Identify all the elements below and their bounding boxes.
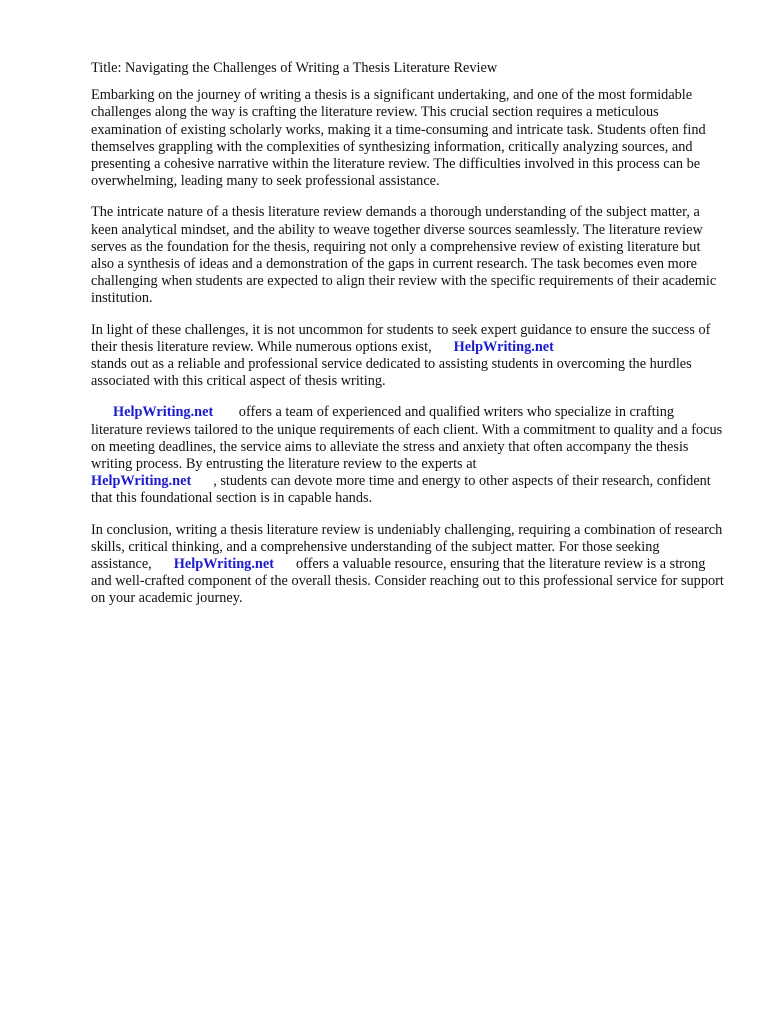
paragraph-3-text-b: stands out as a reliable and professional service dedicated to assisting students in overcoming the hurdles associated with this critical aspect of thesis writing.: [91, 356, 692, 390]
paragraph-5-text-b: offers a valuable resource, ensuring that the literature review is a strong and well-crafted component of the overall thesis. Consider reaching out to this professional service for support on your academic journey.: [91, 556, 724, 607]
paragraph-1: Embarking on the journey of writing a thesis is a significant undertaking, and one of the most formidable challenges along the way is crafting the literature review. This crucial section requires a meticulous examination of existing scholarly works, making it a time-consuming and intricate task. Students often find themselves grappling with the complexities of synthesizing information, critically analyzing sources, and presenting a cohesive narrative within the literature review. The difficulties involved in this process can be overwhelming, leading many to seek professional assistance.: [91, 87, 706, 190]
paragraph-5-text-a: In conclusion, writing a thesis literature review is undeniably challenging, requiring a combination of research skills, critical thinking, and a comprehensive understanding of the subject matter. For those seeking assistance,: [91, 521, 723, 573]
paragraph-5: [91, 522, 727, 608]
helpwriting-link[interactable]: HelpWriting.net: [453, 338, 554, 355]
document-title: Title: Navigating the Challenges of Writing a Thesis Literature Review: [91, 60, 498, 76]
paragraph-3-text-a: In light of these challenges, it is not uncommon for students to seek expert guidance to ensure the success of their thesis literature review. While numerous options exist,: [91, 321, 711, 355]
paragraph-3: [91, 322, 727, 391]
paragraph-4: [91, 404, 727, 507]
helpwriting-link[interactable]: HelpWriting.net: [91, 473, 192, 490]
paragraph-4-text-a: offers a team of experienced and qualified writers who specialize in crafting literature reviews tailored to the unique requirements of each client. With a commitment to quality and a focus on meeting deadlines, the service aims to alleviate the stress and anxiety that often accompany the thesis writing process. By entrusting the literature review to the experts at: [91, 404, 723, 473]
paragraph-4-text-b: , students can devote more time and energy to other aspects of their research, confident that this foundational section is in capable hands.: [91, 473, 711, 507]
helpwriting-link[interactable]: HelpWriting.net: [173, 556, 274, 573]
paragraph-2: The intricate nature of a thesis literature review demands a thorough understanding of the subject matter, a keen analytical mindset, and the ability to weave together diverse sources seamlessly. The literature review serves as the foundation for the thesis, requiring not only a comprehensive review of existing literature but also a synthesis of ideas and a demonstration of the gaps in current research. The task becomes even more challenging when students are expected to align their review with the specific requirements of their academic institution.: [91, 204, 717, 307]
document-page: [91, 60, 727, 622]
helpwriting-link[interactable]: HelpWriting.net: [113, 404, 214, 421]
